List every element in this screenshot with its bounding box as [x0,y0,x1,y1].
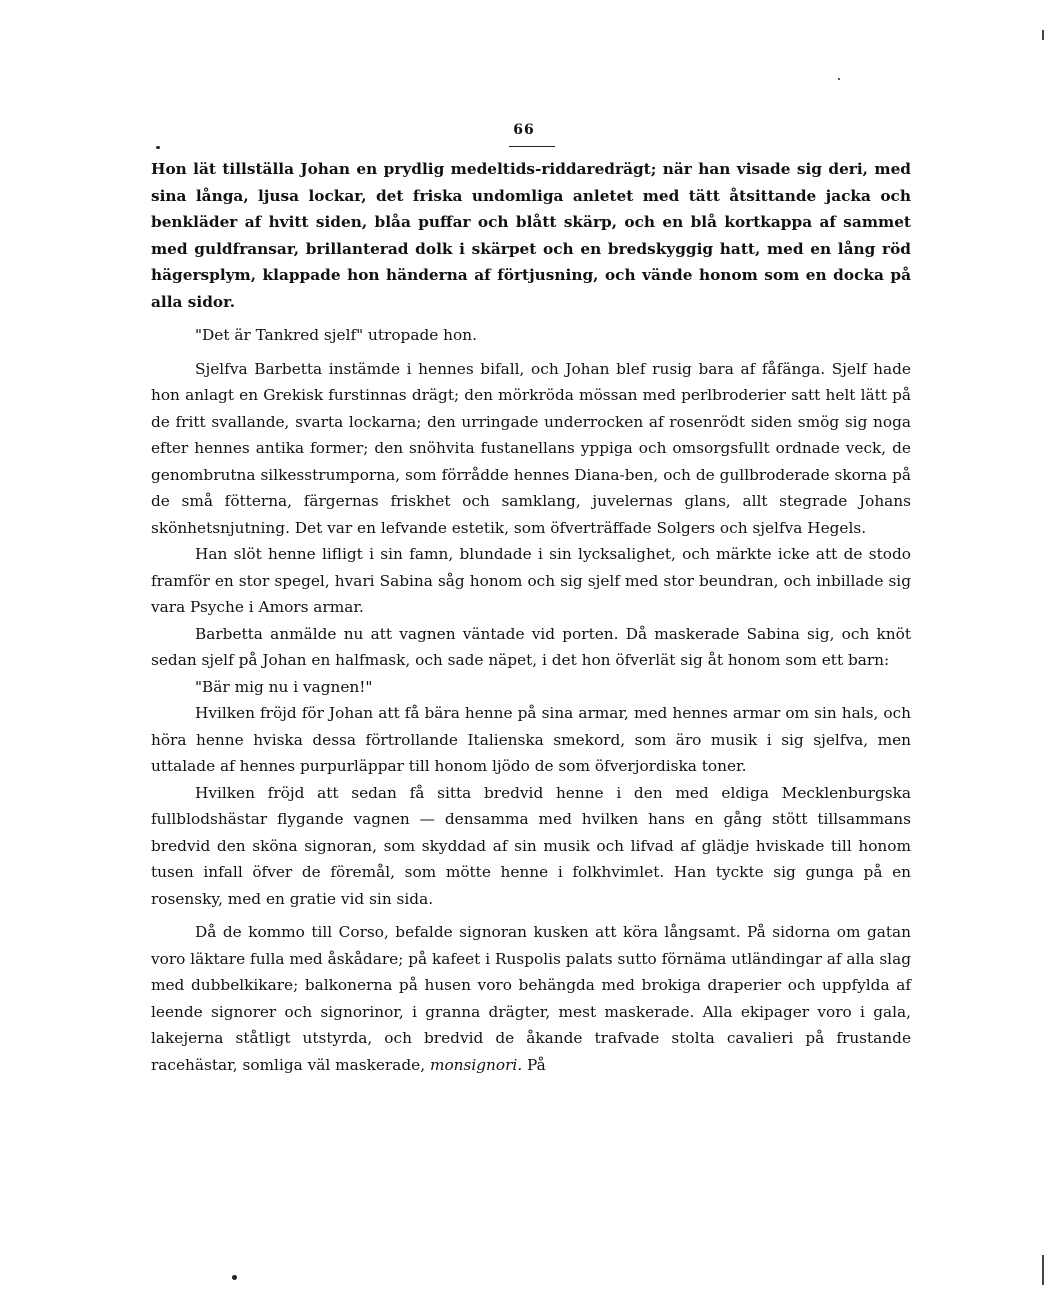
paragraph-9-italic: monsignori. [429,1055,523,1074]
paragraph-8: Hvilken fröjd att sedan få sitta bredvid henne i den med eldiga Mecklenburgska fullblodshästar flygande vagnen — densamma med hvilken hans en gång stött tillsammans bredvid den sköna signoran, som skyddad af sin musik och lifvad af glädje hviskade till honom tusen infall öfver de föremål, som mötte henne i folkhvimlet. Han tyckte sig gunga på en rosensky, med en gratie vid sin sida. [151,783,911,908]
page-number: 66 [513,122,535,138]
paragraph-9-main: Då de kommo till Corso, befalde signoran kusken att köra långsamt. På sidorna om gatan voro läktare fulla med åskådare; på kafeet i Ruspolis palats sutto förnäma utländingar af alla slag med dubbelkikare; balkonerna på husen voro behängda med brokiga draperier och uppfylda af leende signorer och signorinor, i granna drägter, mest maskerade. Alla ekipager voro i gala, lakejerna ståtligt utstyrda, och bredvid de åkande trafvade stolta cavalieri på frustande racehästar, somliga väl maskerade, [151,923,911,1074]
paragraph-5: Barbetta anmälde nu att vagnen väntade vid porten. Då maskerade Sabina sig, och knöt sedan sjelf på Johan en halfmask, och sade näpet, i det hon öfverlät sig åt honom som ett barn: [151,624,911,669]
paragraph-9 [151,919,911,1078]
paragraph-3: Sjelfva Barbetta instämde i hennes bifall, och Johan blef rusig bara af fåfänga. Sjelf hade hon anlagt en Grekisk furstinnas drägt; den mörkröda mössan med perlbroderier satt helt lätt på de fritt svallande, svarta lockarna; den urringade underrocken af rosenrödt siden smög sig noga efter hennes antika former; den snöhvita fustanellans yppiga och omsorgsfullt ordnade veck, de genombrutna silkesstrumporna, som förrådde hennes Diana-ben, och de gullbroderade skorna på de små fötterna, färgernas friskhet och samklang, juvelernas glans, allt stegrade Johans skönhetsnjutning. Det var en lefvande estetik, som öfverträffade Solgers och sjelfva Hegels. [151,359,911,537]
scan-speck [232,1275,237,1280]
paragraph-6: "Bär mig nu i vagnen!" [195,677,373,696]
paragraph-1: Hon lät tillställa Johan en prydlig medeltids-riddaredrägt; när han visade sig deri, med sina långa, ljusa lockar, det friska undomliga anletet med tätt åtsittande jacka och benkläder af hvitt siden, blåa puffar och blått skärp, och en blå kortkappa af sammet med guldfransar, brillanterad dolk i skärpet och en bredskyggig hatt, med en lång röd hägersplym, klappade hon händerna af förtjusning, och vände honom som en docka på alla sidor. [151,160,911,311]
body-text [151,156,911,1078]
paragraph-7: Hvilken fröjd för Johan att få bära henne på sina armar, med hennes armar om sin hals, och höra henne hviska dessa förtrollande Italienska smekord, som äro musik i sig sjelfva, men uttalade af hennes purpurläppar till honom ljödo de som öfverjordiska toner. [151,704,911,775]
scan-edge-line [1042,1255,1044,1285]
scan-edge-line [1042,30,1044,40]
paragraph-4: Han slöt henne lifligt i sin famn, blundade i sin lycksalighet, och märkte icke att de stodo framför en stor spegel, hvari Sabina såg honom och sig sjelf med stor beundran, och inbillade sig vara Psyche i Amors armar. [151,545,911,616]
page-number-rule [509,146,555,147]
scan-speck [156,146,160,149]
paragraph-2: "Det är Tankred sjelf" utropade hon. [195,326,477,344]
paragraph-9-end: På [522,1055,546,1074]
scan-speck [838,78,840,80]
